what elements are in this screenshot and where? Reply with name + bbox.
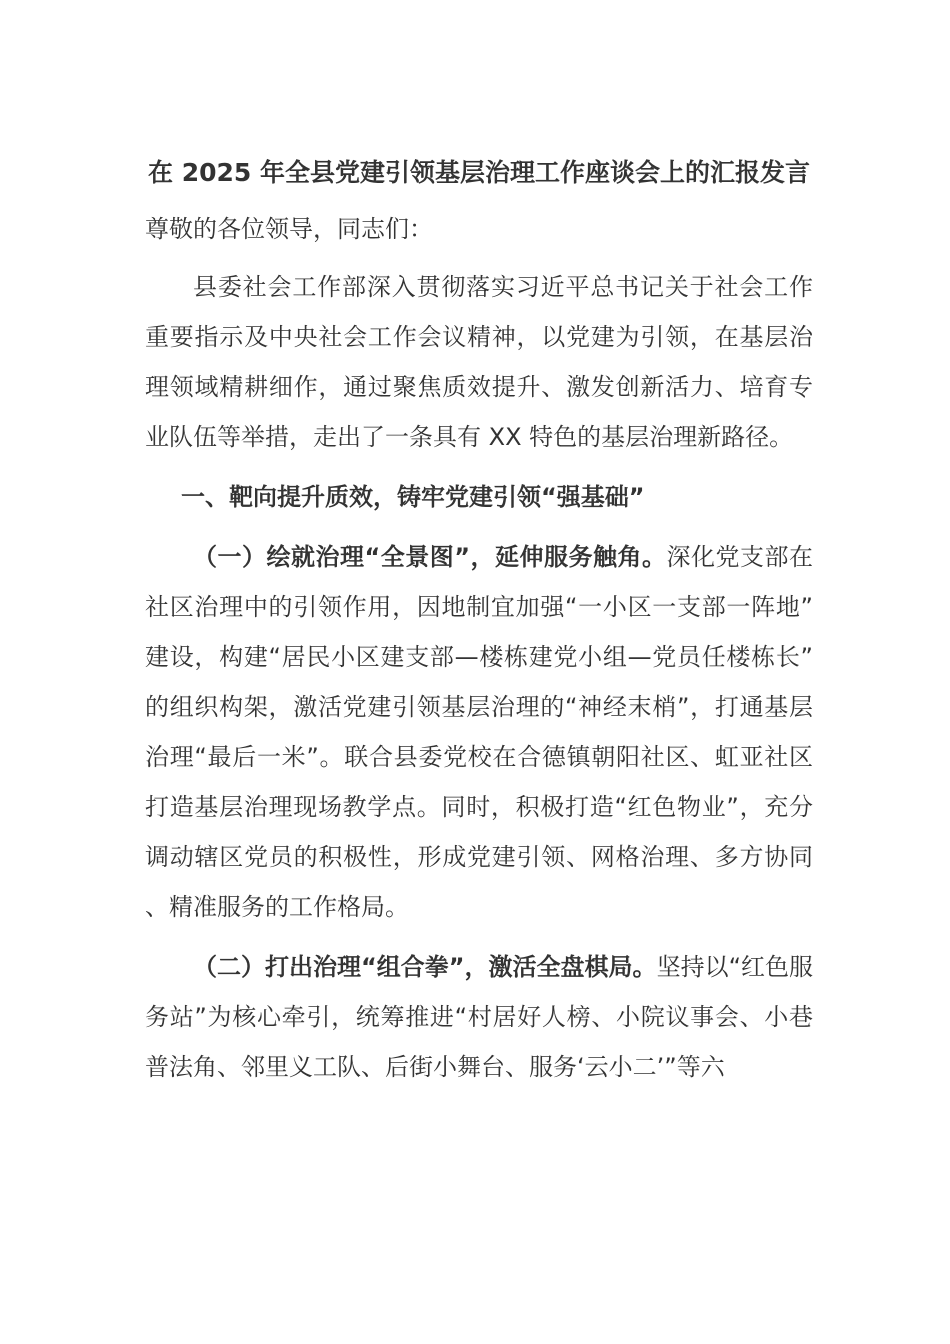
document-body — [145, 148, 813, 1102]
salutation: 尊敬的各位领导，同志们： — [145, 215, 433, 243]
section-1-item-2 — [145, 942, 813, 1092]
document-title: 在 2025 年全县党建引领基层治理工作座谈会上的汇报发言 — [148, 158, 810, 187]
intro-paragraph: 县委社会工作部深入贯彻落实习近平总书记关于社会工作重要指示及中央社会工作会议精神，以党建为引领，在基层治理领域精耕细作，通过聚焦质效提升、激发创新活力、培育专业队伍等举措，走出了一条具有 XX 特色的基层治理新路径。 — [145, 273, 813, 451]
item-1-lead: （一）绘就治理“全景图”，延伸服务触角。 — [193, 543, 667, 571]
item-2-body: 坚持以“红色服务站”为核心牵引，统筹推进“村居好人榜、小院议事会、小巷普法角、邻里义工队、后街小舞台、服务‘云小二’”等六 — [145, 953, 813, 1081]
section-1-item-1 — [145, 532, 813, 932]
item-2-lead: （二）打出治理“组合拳”，激活全盘棋局。 — [193, 953, 657, 981]
section-heading-1: 一、靶向提升质效，铸牢党建引领“强基础” — [181, 483, 645, 511]
item-1-body: 深化党支部在社区治理中的引领作用，因地制宜加强“一小区一支部一阵地”建设，构建“居民小区建支部—楼栋建党小组—党员任楼栋长”的组织构架，激活党建引领基层治理的“神经末梢”，打通基层治理“最后一米”。联合县委党校在合德镇朝阳社区、虹亚社区打造基层治理现场教学点。同时，积极打造“红色物业”，充分调动辖区党员的积极性，形成党建引领、网格治理、多方协同、精准服务的工作格局。 — [145, 543, 814, 921]
